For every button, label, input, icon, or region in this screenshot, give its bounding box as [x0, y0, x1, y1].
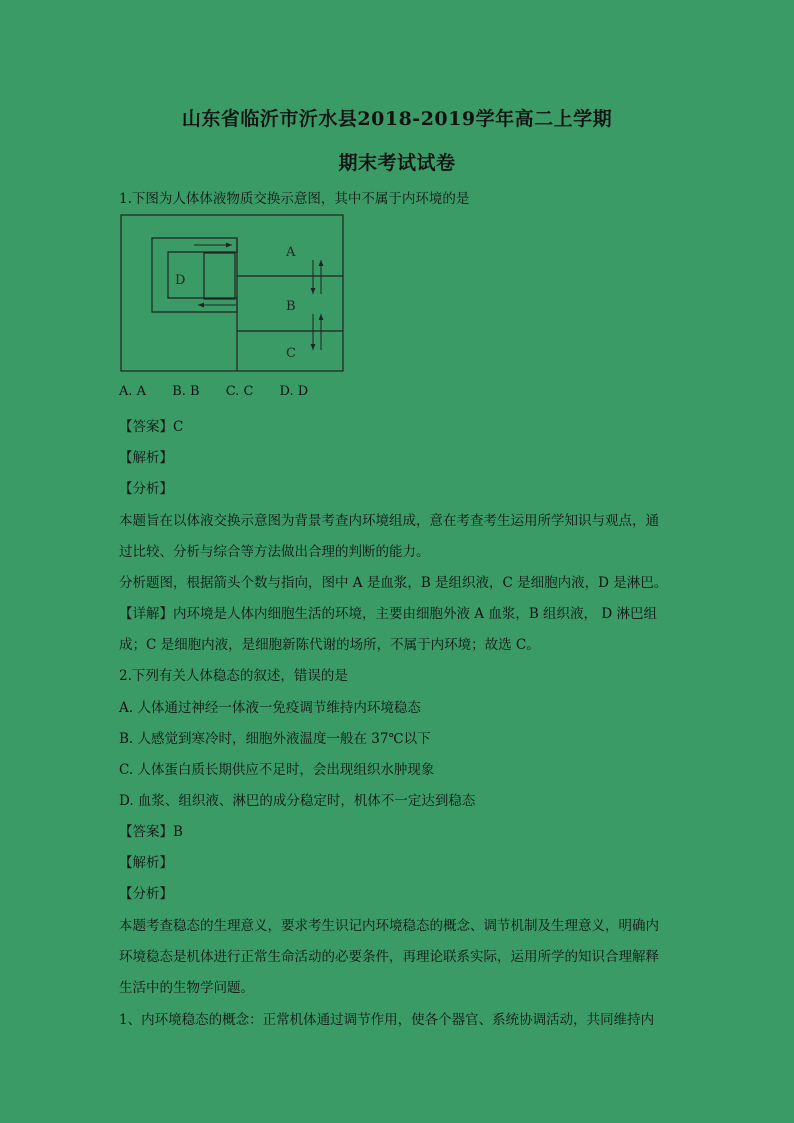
q1-analysis-text-line2: 过比较、分析与综合等方法做出合理的判断的能力。 — [119, 544, 430, 560]
bc-arrow-up-head — [319, 314, 324, 320]
d-vessel-outline — [152, 238, 237, 312]
figure-label-c: C — [286, 346, 296, 361]
figure-label-a: A — [286, 245, 296, 260]
q1-detail-line1: 【详解】内环境是人体内细胞生活的环境，主要由细胞外液 A 血浆，B 组织液， D 淋巴组 — [119, 606, 657, 622]
d-inner-rect — [204, 253, 235, 299]
page-title-line1: 山东省临沂市沂水县2018-2019学年高二上学期 — [181, 108, 613, 130]
ab-arrow-down-head — [311, 288, 316, 294]
body-fluid-exchange-figure — [120, 214, 344, 372]
q2-analysis-subheading: 【分析】 — [119, 886, 173, 902]
figure-label-d: D — [175, 273, 186, 288]
d-arrow-left-head — [198, 303, 204, 308]
q2-answer: 【答案】B — [119, 824, 183, 840]
q1-answer: 【答案】C — [119, 419, 184, 435]
q2-stem: 2.下列有关人体稳态的叙述，错误的是 — [119, 668, 348, 684]
q1-options — [119, 384, 330, 399]
q1-analysis-text-line1: 本题旨在以体液交换示意图为背景考查内环境组成，意在考查考生运用所学知识与观点，通 — [119, 513, 659, 529]
q1-detail-line2: 成；C 是细胞内液，是细胞新陈代谢的场所，不属于内环境；故选 C。 — [119, 637, 540, 653]
q2-option-b: B. 人感觉到寒冷时，细胞外液温度一般在 37℃以下 — [119, 731, 431, 747]
q2-analysis-text-line3: 生活中的生物学问题。 — [119, 980, 254, 996]
q2-point1: 1、内环境稳态的概念：正常机体通过调节作用，使各个器官、系统协调活动，共同维持内 — [119, 1012, 655, 1028]
q2-analysis-text-line2: 环境稳态是机体进行正常生命活动的必要条件，再理论联系实际，运用所学的知识合理解释 — [119, 949, 659, 965]
q1-analysis-text-line3: 分析题图，根据箭头个数与指向，图中 A 是血浆，B 是组织液，C 是细胞内液，D 是淋巴。 — [119, 575, 668, 591]
q1-analysis-subheading: 【分析】 — [119, 481, 173, 497]
q1-analysis-heading: 【解析】 — [119, 450, 173, 466]
q2-option-a: A. 人体通过神经一体液一免疫调节维持内环境稳态 — [119, 700, 421, 716]
q1-option-b: B. B — [172, 384, 200, 399]
page-title-line2: 期末考试试卷 — [338, 152, 456, 174]
q1-option-c: C. C — [225, 384, 254, 399]
q1-stem: 1.下图为人体体液物质交换示意图，其中不属于内环境的是 — [119, 191, 470, 207]
bc-arrow-down-head — [311, 344, 316, 350]
q2-analysis-heading: 【解析】 — [119, 855, 173, 871]
figure-label-b: B — [286, 299, 296, 314]
q2-analysis-text-line1: 本题考查稳态的生理意义，要求考生识记内环境稳态的概念、调节机制及生理意义，明确内 — [119, 918, 659, 934]
ab-arrow-up-head — [319, 260, 324, 266]
q1-option-a: A. A — [119, 384, 147, 399]
q2-option-c: C. 人体蛋白质长期供应不足时，会出现组织水肿现象 — [119, 762, 435, 778]
q1-option-d: D. D — [279, 384, 309, 399]
d-arrow-right-head — [226, 243, 232, 248]
q2-option-d: D. 血浆、组织液、淋巴的成分稳定时，机体不一定达到稳态 — [119, 793, 476, 809]
